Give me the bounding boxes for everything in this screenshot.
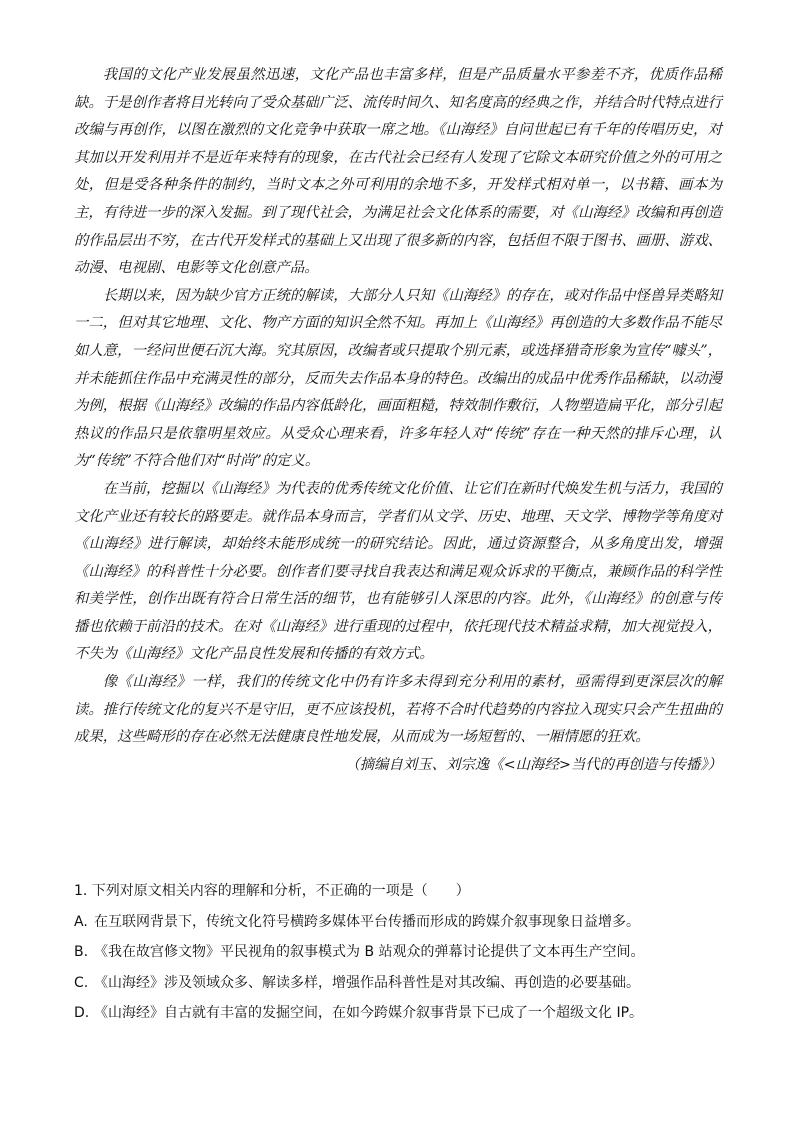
option-text: 在互联网背景下，传统文化符号横跨多媒体平台传播而形成的跨媒介叙事现象日益增多。 [94,913,640,930]
option-letter: D. [74,1005,90,1021]
option-text: 《我在故宫修文物》平民视角的叙事模式为 B 站观众的弹幕讨论提供了文本再生产空间。 [94,944,645,960]
passage-paragraph-3: 在当前，挖掘以《山海经》为代表的优秀传统文化价值、让它们在新时代焕发生机与活力，我国的文化产业还有较长的路要走。就作品本身而言，学者们从文学、历史、地理、天文学、博物学等角度对《山海经》进行解读，却始终未能形成统一的研究结论。因此，通过资源整合，从多角度出发，增强《山海经》的科普性十分必要。创作者们要寻找自我表达和满足观众诉求的平衡点，兼顾作品的科学性和美学性，创作出既有符合日常生活的细节，也有能够引人深思的内容。此外，《山海经》的创意与传播也依赖于前沿的技术。在对《山海经》进行重现的过程中，依托现代技术精益求精，加大视觉投入，不失为《山海经》文化产品良性发展和传播的有效方式。 [74,480,722,663]
option-text: 《山海经》涉及领域众多、解读多样，增强作品科普性是对其改编、再创造的必要基础。 [94,974,640,991]
question-1 [74,876,722,1029]
reading-passage [74,62,722,779]
option-letter: B. [74,944,89,960]
option-b[interactable] [74,937,722,968]
option-letter: C. [74,974,89,991]
option-d[interactable] [74,998,722,1029]
passage-source-citation: （摘编自刘玉、刘宗逸《<山海经>当代的再创造与传播》） [345,756,722,773]
option-c[interactable] [74,968,722,999]
passage-paragraph-1: 我国的文化产业发展虽然迅速，文化产品也丰富多样，但是产品质量水平参差不齐，优质作品稀缺。于是创作者将目光转向了受众基础广泛、流传时间久、知名度高的经典之作，并结合时代特点进行改编与再创作，以图在激烈的文化竞争中获取一席之地。《山海经》自问世起已有千年的传唱历史，对其加以开发利用并不是近年来特有的现象，在古代社会已经有人发现了它除文本研究价值之外的可用之处，但是受各种条件的制约，当时文本之外可利用的余地不多，开发样式相对单一，以书籍、画本为主，有待进一步的深入发掘。到了现代社会，为满足社会文化体系的需要，对《山海经》改编和再创造的作品层出不穷，在古代开发样式的基础上又出现了很多新的内容，包括但不限于图书、画册、游戏、动漫、电视剧、电影等文化创意产品。 [74,67,722,277]
option-letter: A. [74,913,88,930]
option-text: 《山海经》自古就有丰富的发掘空间，在如今跨媒介叙事背景下已成了一个超级文化 IP。 [94,1005,644,1021]
passage-paragraph-4: 像《山海经》一样，我们的传统文化中仍有许多未得到充分利用的素材，亟需得到更深层次的解读。推行传统文化的复兴不是守旧，更不应该投机，若将不合时代趋势的内容拉入现实只会产生扭曲的成果，这些畸形的存在必然无法健康良性地发展，从而成为一场短暂的、一厢情愿的狂欢。 [74,674,722,746]
passage-paragraph-2: 长期以来，因为缺少官方正统的解读，大部分人只知《山海经》的存在，或对作品中怪兽异类略知一二，但对其它地理、文化、物产方面的知识全然不知。再加上《山海经》再创造的大多数作品不能尽如人意，一经问世便石沉大海。究其原因，改编者或只提取个别元素，或选择猎奇形象为宣传“噱头”，并未能抓住作品中充满灵性的部分，反而失去作品本身的特色。改编出的成品中优秀作品稀缺，以动漫为例，根据《山海经》改编的作品内容低龄化，画面粗糙，特效制作敷衍，人物塑造扁平化，部分引起热议的作品只是依靠明星效应。从受众心理来看，许多年轻人对“传统”存在一种天然的排斥心理，认为“传统”不符合他们对“时尚”的定义。 [74,287,722,470]
option-a[interactable] [74,907,722,938]
question-stem: 1. 下列对原文相关内容的理解和分析，不正确的一项是（ ） [74,883,470,899]
